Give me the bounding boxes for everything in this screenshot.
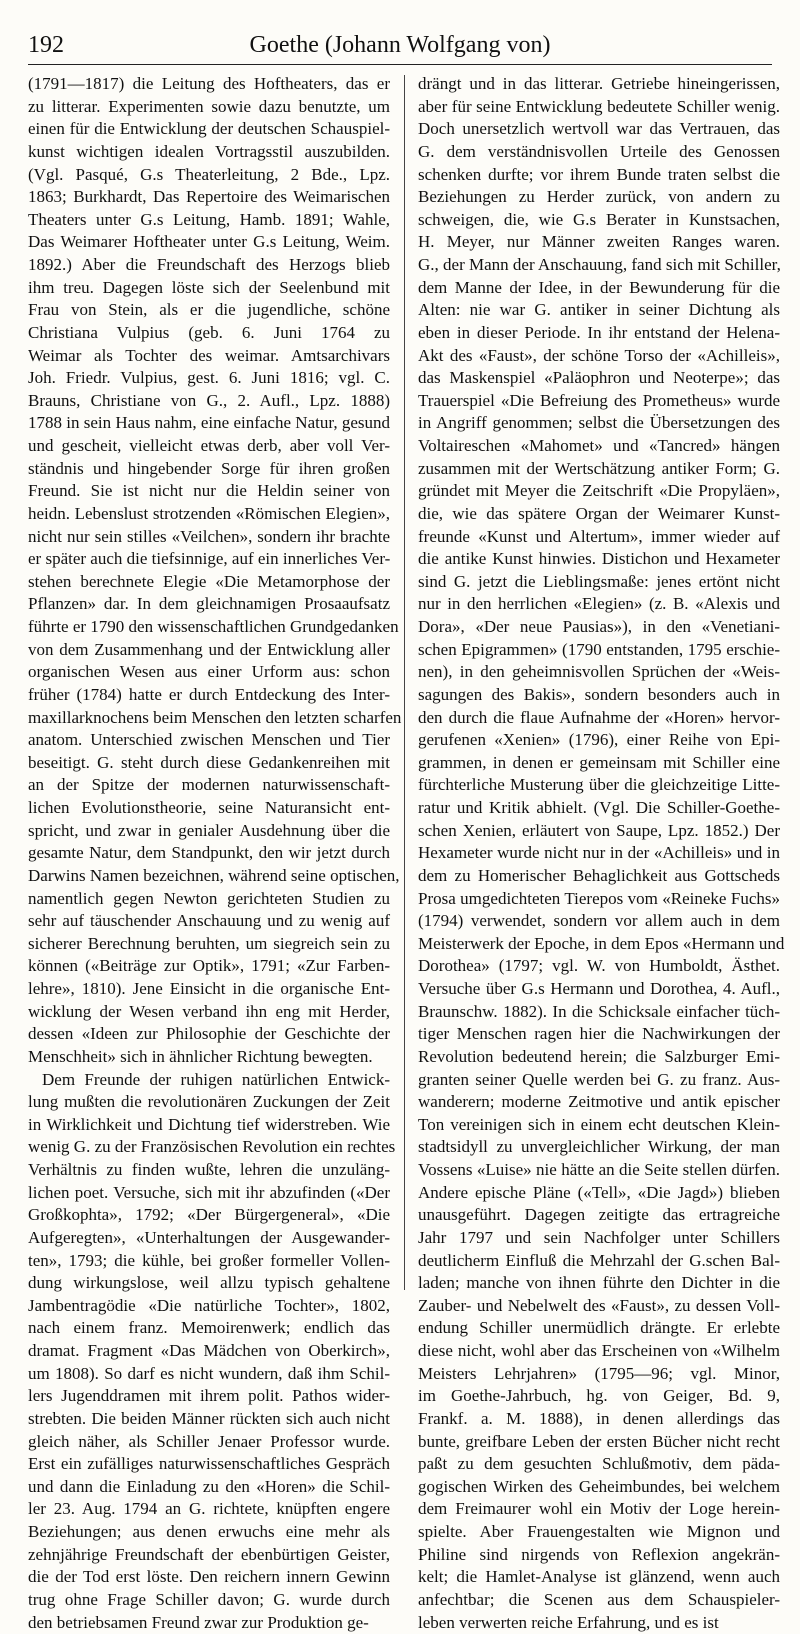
text-line: dessen «Ideen zur Philosophie der Geschichte der	[28, 1023, 390, 1046]
text-line: in Wirklichkeit und Dichtung tief widerstreben. Wie	[28, 1114, 390, 1137]
right-column	[418, 73, 780, 1295]
text-line: lehre», 1810). Jene Einsicht in die organische Ent-	[28, 978, 390, 1001]
text-line: G., der Mann der Anschauung, fand sich mit Schiller,	[418, 254, 780, 277]
text-line: Zauber- und Nebelwelt des «Faust», zu dessen Voll-	[418, 1295, 780, 1318]
text-line: Frankf. a. M. 1888), in denen allerdings das	[418, 1408, 780, 1431]
text-line: führte er 1790 den wissenschaftlichen Grundgedanken	[28, 616, 390, 639]
text-line: deutlicherm Einfluß die Mehrzahl der G.schen Bal-	[418, 1250, 780, 1273]
text-line: lichen poet. Versuche, sich mit ihr abzufinden («Der	[28, 1182, 390, 1205]
text-line: das Maskenspiel «Paläophron und Neoterpe»; das	[418, 367, 780, 390]
header-rule	[28, 64, 772, 65]
text-line: gleich näher, als Schiller Jenaer Professor wurde.	[28, 1431, 390, 1454]
text-line: kunst wichtigen idealen Vortragsstil auszubilden.	[28, 141, 390, 164]
text-line: den durch die flaue Aufnahme der «Horen» hervor-	[418, 707, 780, 730]
text-line: Andere epische Pläne («Tell», «Die Jagd») blieben	[418, 1182, 780, 1205]
text-line: dem Freimaurer wohl ein Motiv der Loge herein-	[418, 1498, 780, 1521]
text-line: sicherer Berechnung beruhten, um siegreich sein zu	[28, 933, 390, 956]
text-line: drängt und in das litterar. Getriebe hineingerissen,	[418, 73, 780, 96]
text-line: dem Manne der Idee, in der Bewunderung für die	[418, 277, 780, 300]
text-line: dung wirkungslose, weil allzu typisch gehaltene	[28, 1272, 390, 1295]
text-line: stehen berechnete Elegie «Die Metamorphose der	[28, 571, 390, 594]
text-line: lung mußten die revolutionären Zuckungen der Zeit	[28, 1091, 390, 1114]
text-line: ler 23. Aug. 1794 an G. richtete, knüpften engere	[28, 1498, 390, 1521]
page-header	[28, 32, 772, 62]
text-line: 1788 in sein Haus nahm, eine einfache Natur, gesund	[28, 412, 390, 435]
text-line: (Vgl. Pasqué, G.s Theaterleitung, 2 Bde., Lpz.	[28, 164, 390, 187]
text-line: anatom. Unterschied zwischen Menschen und Tier	[28, 729, 390, 752]
text-line: um 1808). So darf es nicht wundern, daß ihm Schil-	[28, 1363, 390, 1386]
running-title: Goethe (Johann Wolfgang von)	[28, 32, 772, 59]
text-line: in Angriff genommen; selbst die Übersetzungen des	[418, 412, 780, 435]
text-line: maxillarknochens beim Menschen den letzten scharfen	[28, 707, 390, 730]
text-line: Brauns, Christiane von G., 2. Aufl., Lpz. 1888)	[28, 390, 390, 413]
text-line: zu litterar. Experimenten sowie dazu benutzte, um	[28, 96, 390, 119]
text-line: Meisterwerk der Epoche, in dem Epos «Hermann und	[418, 933, 780, 956]
text-line: wicklung der Wesen verband ihn eng mit Herder,	[28, 1001, 390, 1024]
text-line: Revolution bedeutend herein; die Salzburger Emi-	[418, 1046, 780, 1069]
text-line: dramat. Fragment «Das Mädchen von Oberkirch»,	[28, 1340, 390, 1363]
text-line: nur in den herrlichen «Elegien» (z. B. «Alexis und	[418, 593, 780, 616]
text-line: Dorothea» (1797; vgl. W. von Humboldt, Ästhet.	[418, 955, 780, 978]
text-line: zehnjährige Freundschaft der ebenbürtigen Geister,	[28, 1544, 390, 1567]
text-line: sind G. jetzt die Lieblingsmaße: jenes ertönt nicht	[418, 571, 780, 594]
text-line: schenken durfte; vor ihrem Bunde traten selbst die	[418, 164, 780, 187]
text-line: Meisters Lehrjahren» (1795—96; vgl. Minor,	[418, 1363, 780, 1386]
text-line: einen für die Entwicklung der deutschen Schauspiel-	[28, 118, 390, 141]
text-line: wanderern; moderne Zeitmotive und antik epischer	[418, 1091, 780, 1114]
text-line: Darwins Namen bezeichnen, während seine optischen,	[28, 865, 390, 888]
text-line: schen Epigrammen» (1790 entstanden, 1795 erschie-	[418, 639, 780, 662]
text-line: dem zu Homerischer Behaglichkeit aus Gottscheds	[418, 865, 780, 888]
text-line: tiger Menschen ragen hier die Nachwirkungen der	[418, 1023, 780, 1046]
text-line: Voltaireschen «Mahomet» und «Tancred» hängen	[418, 435, 780, 458]
text-line: H. Meyer, nur Männer zweiten Ranges waren.	[418, 231, 780, 254]
text-line: Jambentragödie «Die natürliche Tochter», 1802,	[28, 1295, 390, 1318]
text-line: Pflanzen» dar. In dem gleichnamigen Prosaaufsatz	[28, 593, 390, 616]
text-line: Alten: nie war G. antiker in seiner Dichtung als	[418, 299, 780, 322]
text-line: diese nicht, wohl aber das Erscheinen von «Wilhelm	[418, 1340, 780, 1363]
text-line: sehr auf täuschender Anschauung und zu wenig auf	[28, 910, 390, 933]
text-line: gesamte Natur, dem Standpunkt, den wir jetzt durch	[28, 842, 390, 865]
text-line: die der Tod erst löste. Den reichern innern Gewinn	[28, 1566, 390, 1589]
text-line: Philine sind nirgends von Reflexion angekrän-	[418, 1544, 780, 1567]
text-line: Erst ein zufälliges naturwissenschaftliches Gespräch	[28, 1453, 390, 1476]
text-line: freunde «Kunst und Altertum», immer wieder auf	[418, 526, 780, 549]
text-line: schweigen, die, wie G.s Berater in Kunstsachen,	[418, 209, 780, 232]
text-line: schen Xenien, erläutert von Saupe, Lpz. 1852.) Der	[418, 820, 780, 843]
text-line: Doch unersetzlich wertvoll war das Vertrauen, das	[418, 118, 780, 141]
text-line: laden; manche von ihnen führte den Dichter in die	[418, 1272, 780, 1295]
text-line: (1794) verwendet, sondern vor allem auch in dem	[418, 910, 780, 933]
text-line: Weimar als Tochter des weimar. Amtsarchivars	[28, 345, 390, 368]
text-line: Freund. Sie ist nicht nur die Heldin seiner von	[28, 480, 390, 503]
text-line: anfechtbar; die Scenen aus dem Schauspieler-	[418, 1589, 780, 1612]
text-line: Hexameter wurde nicht nur in der «Achilleis» und in	[418, 842, 780, 865]
text-line: Christiana Vulpius (geb. 6. Juni 1764 zu	[28, 322, 390, 345]
text-line: Frau von Stein, als er die jugendliche, schöne	[28, 299, 390, 322]
text-line: und dann die Einladung zu den «Horen» die Schil-	[28, 1476, 390, 1499]
text-line: und gescheit, vielleicht etwas derb, aber voll Ver-	[28, 435, 390, 458]
text-line: 1892.) Aber die Freundschaft des Herzogs blieb	[28, 254, 390, 277]
text-line: ihm treu. Dagegen löste sich der Seelenbund mit	[28, 277, 390, 300]
text-line: 1863; Burkhardt, Das Repertoire des Weimarischen	[28, 186, 390, 209]
text-line: Joh. Friedr. Vulpius, gest. 6. Juni 1816; vgl. C.	[28, 367, 390, 390]
text-line: nicht nur sein stilles «Veilchen», sondern ihr brachte	[28, 526, 390, 549]
text-line: unausgeführt. Dagegen zeitigte das ertragreiche	[418, 1204, 780, 1227]
text-line: Das Weimarer Hoftheater unter G.s Leitung, Weim.	[28, 231, 390, 254]
text-line: Prosa umgedichteten Tierepos vom «Reineke Fuchs»	[418, 888, 780, 911]
text-line: Beziehungen zu Herder zurück, von andern zu	[418, 186, 780, 209]
text-line: gerufenen «Xenien» (1796), einer Reihe von Epi-	[418, 729, 780, 752]
text-line: zusammen mit der Wertschätzung antiker Form; G.	[418, 458, 780, 481]
text-line: er später auch die tiefsinnige, auf ein innerliches Ver-	[28, 548, 390, 571]
text-line: leben verwerten reiche Erfahrung, und es ist	[418, 1612, 780, 1634]
text-line: endung Schiller unermüdlich drängte. Er erlebte	[418, 1317, 780, 1340]
text-line: Versuche über G.s Hermann und Dorothea, 4. Aufl.,	[418, 978, 780, 1001]
text-line: G. dem verständnisvollen Urteile des Genossen	[418, 141, 780, 164]
text-line: Aufgeregten», «Unterhaltungen der Ausgewander-	[28, 1227, 390, 1250]
text-line: fürchterliche Musterung über die gleichzeitige Litte-	[418, 774, 780, 797]
text-line: stadtsidyll zu unvergleichlicher Wirkung, der man	[418, 1136, 780, 1159]
text-line: namentlich gegen Newton gerichteten Studien zu	[28, 888, 390, 911]
text-line: Trauerspiel «Die Befreiung des Prometheus» wurde	[418, 390, 780, 413]
text-line: früher (1784) hatte er durch Entdeckung des Inter-	[28, 684, 390, 707]
text-line: trug ohne Frage Schiller davon; G. wurde durch	[28, 1589, 390, 1612]
text-line: lichen Evolutionstheorie, seine Naturansicht ent-	[28, 797, 390, 820]
text-line: nach einem franz. Memoirenwerk; endlich das	[28, 1317, 390, 1340]
text-line: im Goethe-Jahrbuch, hg. von Geiger, Bd. 9,	[418, 1385, 780, 1408]
text-line: kelt; die Hamlet-Analyse ist glänzend, wenn auch	[418, 1566, 780, 1589]
column-divider	[404, 75, 405, 1290]
page-number: 192	[28, 32, 64, 59]
text-line: Ton vereinigen sich in einem echt deutschen Klein-	[418, 1114, 780, 1137]
text-line: die antike Kunst hinwies. Distichon und Hexameter	[418, 548, 780, 571]
text-line: grammen, in denen er gemeinsam mit Schiller eine	[418, 752, 780, 775]
text-line: sagungen des Bakis», sondern besonders auch in	[418, 684, 780, 707]
text-line: an der Spitze der modernen naturwissenschaft-	[28, 774, 390, 797]
text-line: ständnis und hingebender Sorge für ihren großen	[28, 458, 390, 481]
text-line: die, wie das spätere Organ der Weimarer Kunst-	[418, 503, 780, 526]
text-line: gründet mit Meyer die Zeitschrift «Die Propyläen»,	[418, 480, 780, 503]
text-line: von dem Zusammenhang und der Entwicklung aller	[28, 639, 390, 662]
text-line: wenig G. zu der Französischen Revolution ein rechtes	[28, 1136, 390, 1159]
text-line: nen), in den geheimnisvollen Sprüchen der «Weis-	[418, 661, 780, 684]
text-line: granten seiner Quelle werden bei G. zu franz. Aus-	[418, 1069, 780, 1092]
text-line: paßt zu dem gesuchten Schlußmotiv, dem päda-	[418, 1453, 780, 1476]
text-line: organischen Wesen aus einer Urform aus: schon	[28, 661, 390, 684]
text-line: Akt des «Faust», der schöne Torso der «Achilleis»,	[418, 345, 780, 368]
text-line: strebten. Die beiden Männer rückten sich auch nicht	[28, 1408, 390, 1431]
text-line: Dem Freunde der ruhigen natürlichen Entwick-	[28, 1069, 390, 1092]
text-line: Großkophta», 1792; «Der Bürgergeneral», «Die	[28, 1204, 390, 1227]
text-line: Braunschw. 1882). In die Schicksale einfacher tüch-	[418, 1001, 780, 1024]
text-line: Verhältnis zu finden wußte, lehren die unzuläng-	[28, 1159, 390, 1182]
text-line: (1791—1817) die Leitung des Hoftheaters, das er	[28, 73, 390, 96]
text-line: eben in dieser Periode. In ihr entstand der Helena-	[418, 322, 780, 345]
text-line: Beziehungen; aus denen erwuchs eine mehr als	[28, 1521, 390, 1544]
text-line: lers Jugenddramen mit ihrem polit. Pathos wider-	[28, 1385, 390, 1408]
text-line: spielte. Aber Frauengestalten wie Mignon und	[418, 1521, 780, 1544]
text-columns	[28, 73, 780, 1295]
text-line: aber für seine Entwicklung bedeutete Schiller wenig.	[418, 96, 780, 119]
text-line: Vossens «Luise» nie hätte an die Seite stellen dürfen.	[418, 1159, 780, 1182]
text-line: den betriebsamen Freund zwar zur Produktion ge-	[28, 1612, 390, 1634]
text-line: können («Beiträge zur Optik», 1791; «Zur Farben-	[28, 955, 390, 978]
text-line: Dora», «Der neue Pausias»), in den «Venetiani-	[418, 616, 780, 639]
text-line: Theaters unter G.s Leitung, Hamb. 1891; Wahle,	[28, 209, 390, 232]
text-line: ratur und Kritik abhielt. (Vgl. Die Schiller-Goethe-	[418, 797, 780, 820]
left-column	[28, 73, 390, 1295]
text-line: Jahr 1797 und sein Nachfolger unter Schillers	[418, 1227, 780, 1250]
text-line: heidn. Lebenslust strotzenden «Römischen Elegien»,	[28, 503, 390, 526]
text-line: gogischen Wirken des Geheimbundes, bei welchem	[418, 1476, 780, 1499]
text-line: bunte, greifbare Leben der ersten Bücher nicht recht	[418, 1431, 780, 1454]
text-line: spricht, und zwar in genialer Ausdehnung über die	[28, 820, 390, 843]
text-line: beseitigt. G. steht durch diese Gedankenreihen mit	[28, 752, 390, 775]
text-line: Menschheit» sich in ähnlicher Richtung bewegten.	[28, 1046, 390, 1069]
text-line: ten», 1793; die kühle, bei großer formeller Vollen-	[28, 1250, 390, 1273]
